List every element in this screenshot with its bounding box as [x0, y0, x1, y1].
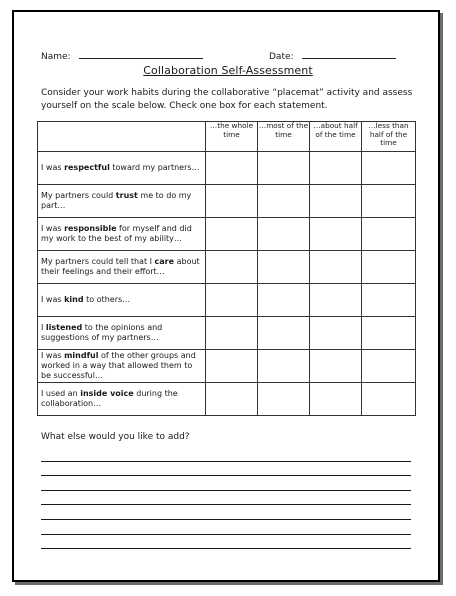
statement-header [38, 122, 206, 152]
statement-text: I was [41, 224, 65, 233]
statement-keyword: responsible [64, 224, 117, 233]
response-checkbox-cell[interactable] [362, 350, 416, 383]
answer-line[interactable] [41, 520, 411, 535]
response-checkbox-cell[interactable] [258, 152, 310, 185]
statement-cell [38, 152, 206, 185]
name-blank[interactable] [79, 49, 203, 59]
response-checkbox-cell[interactable] [258, 317, 310, 350]
response-checkbox-cell[interactable] [362, 251, 416, 284]
response-checkbox-cell[interactable] [206, 383, 258, 416]
statement-keyword: listened [45, 323, 83, 332]
table-row [38, 350, 416, 383]
response-checkbox-cell[interactable] [206, 185, 258, 218]
response-checkbox-cell[interactable] [206, 251, 258, 284]
answer-lines [41, 447, 411, 549]
table-row [38, 218, 416, 251]
statement-text: me to do my part… [41, 191, 192, 210]
statement-keyword: respectful [64, 163, 110, 172]
table-body [38, 152, 416, 416]
response-checkbox-cell[interactable] [310, 251, 362, 284]
date-field [269, 44, 396, 63]
response-checkbox-cell[interactable] [310, 383, 362, 416]
response-checkbox-cell[interactable] [258, 218, 310, 251]
response-checkbox-cell[interactable] [258, 350, 310, 383]
date-label: Date: [269, 52, 294, 62]
statement-cell [38, 185, 206, 218]
statement-keyword: care [154, 257, 175, 266]
response-checkbox-cell[interactable] [310, 284, 362, 317]
response-checkbox-cell[interactable] [310, 350, 362, 383]
date-blank[interactable] [302, 49, 396, 59]
statement-text: My partners could [41, 191, 116, 200]
answer-line[interactable] [41, 447, 411, 462]
statement-text: I was [41, 163, 65, 172]
statement-keyword: mindful [64, 351, 99, 360]
statement-keyword: trust [115, 191, 138, 200]
statement-cell [38, 383, 206, 416]
table-row [38, 317, 416, 350]
response-checkbox-cell[interactable] [206, 218, 258, 251]
page-title: Collaboration Self-Assessment [143, 64, 313, 77]
answer-line[interactable] [41, 505, 411, 520]
table-row [38, 152, 416, 185]
response-checkbox-cell[interactable] [362, 152, 416, 185]
name-label: Name: [41, 52, 71, 62]
column-header: …the whole time [206, 122, 258, 152]
column-header: …less than half of the time [362, 122, 416, 152]
column-header: …most of the time [258, 122, 310, 152]
answer-line[interactable] [41, 535, 411, 550]
response-checkbox-cell[interactable] [310, 152, 362, 185]
statement-keyword: kind [64, 295, 84, 304]
response-checkbox-cell[interactable] [258, 284, 310, 317]
statement-text: during the collaboration… [41, 389, 178, 408]
statement-keyword: inside voice [80, 389, 134, 398]
response-checkbox-cell[interactable] [206, 350, 258, 383]
response-checkbox-cell[interactable] [206, 317, 258, 350]
statement-text: toward my partners… [109, 163, 200, 172]
response-checkbox-cell[interactable] [362, 383, 416, 416]
response-checkbox-cell[interactable] [310, 317, 362, 350]
response-checkbox-cell[interactable] [258, 185, 310, 218]
statement-text: to the opinions and suggestions of my partners… [41, 323, 163, 342]
assessment-table [37, 121, 416, 416]
answer-line[interactable] [41, 476, 411, 491]
column-header: …about half of the time [310, 122, 362, 152]
response-checkbox-cell[interactable] [362, 185, 416, 218]
statement-text: to others… [83, 295, 131, 304]
additional-comments-prompt: What else would you like to add? [41, 432, 190, 442]
response-checkbox-cell[interactable] [362, 284, 416, 317]
statement-cell [38, 251, 206, 284]
response-checkbox-cell[interactable] [206, 284, 258, 317]
statement-text: I [41, 323, 46, 332]
answer-line[interactable] [41, 462, 411, 477]
response-checkbox-cell[interactable] [362, 317, 416, 350]
statement-cell [38, 350, 206, 383]
statement-text: I was [41, 295, 65, 304]
table-row [38, 284, 416, 317]
response-checkbox-cell[interactable] [258, 251, 310, 284]
statement-cell [38, 284, 206, 317]
statement-text: for myself and did my work to the best of my ability… [41, 224, 192, 243]
answer-line[interactable] [41, 491, 411, 506]
response-checkbox-cell[interactable] [258, 383, 310, 416]
table-header-row [38, 122, 416, 152]
statement-text: I used an [41, 389, 81, 398]
table-row [38, 185, 416, 218]
response-checkbox-cell[interactable] [310, 218, 362, 251]
statement-cell [38, 317, 206, 350]
table-row [38, 251, 416, 284]
statement-text: of the other groups and worked in a way that allowed them to be successful… [41, 351, 196, 380]
statement-text: My partners could tell that I [41, 257, 155, 266]
table-row [38, 383, 416, 416]
response-checkbox-cell[interactable] [206, 152, 258, 185]
statement-cell [38, 218, 206, 251]
statement-text: I was [41, 351, 65, 360]
instructions: Consider your work habits during the collaborative “placemat” activity and assess yourself on the scale below. Check one box for each statement. [41, 88, 413, 111]
statement-text: about their feelings and their effort… [41, 257, 200, 276]
name-field [41, 44, 203, 63]
response-checkbox-cell[interactable] [362, 218, 416, 251]
response-checkbox-cell[interactable] [310, 185, 362, 218]
